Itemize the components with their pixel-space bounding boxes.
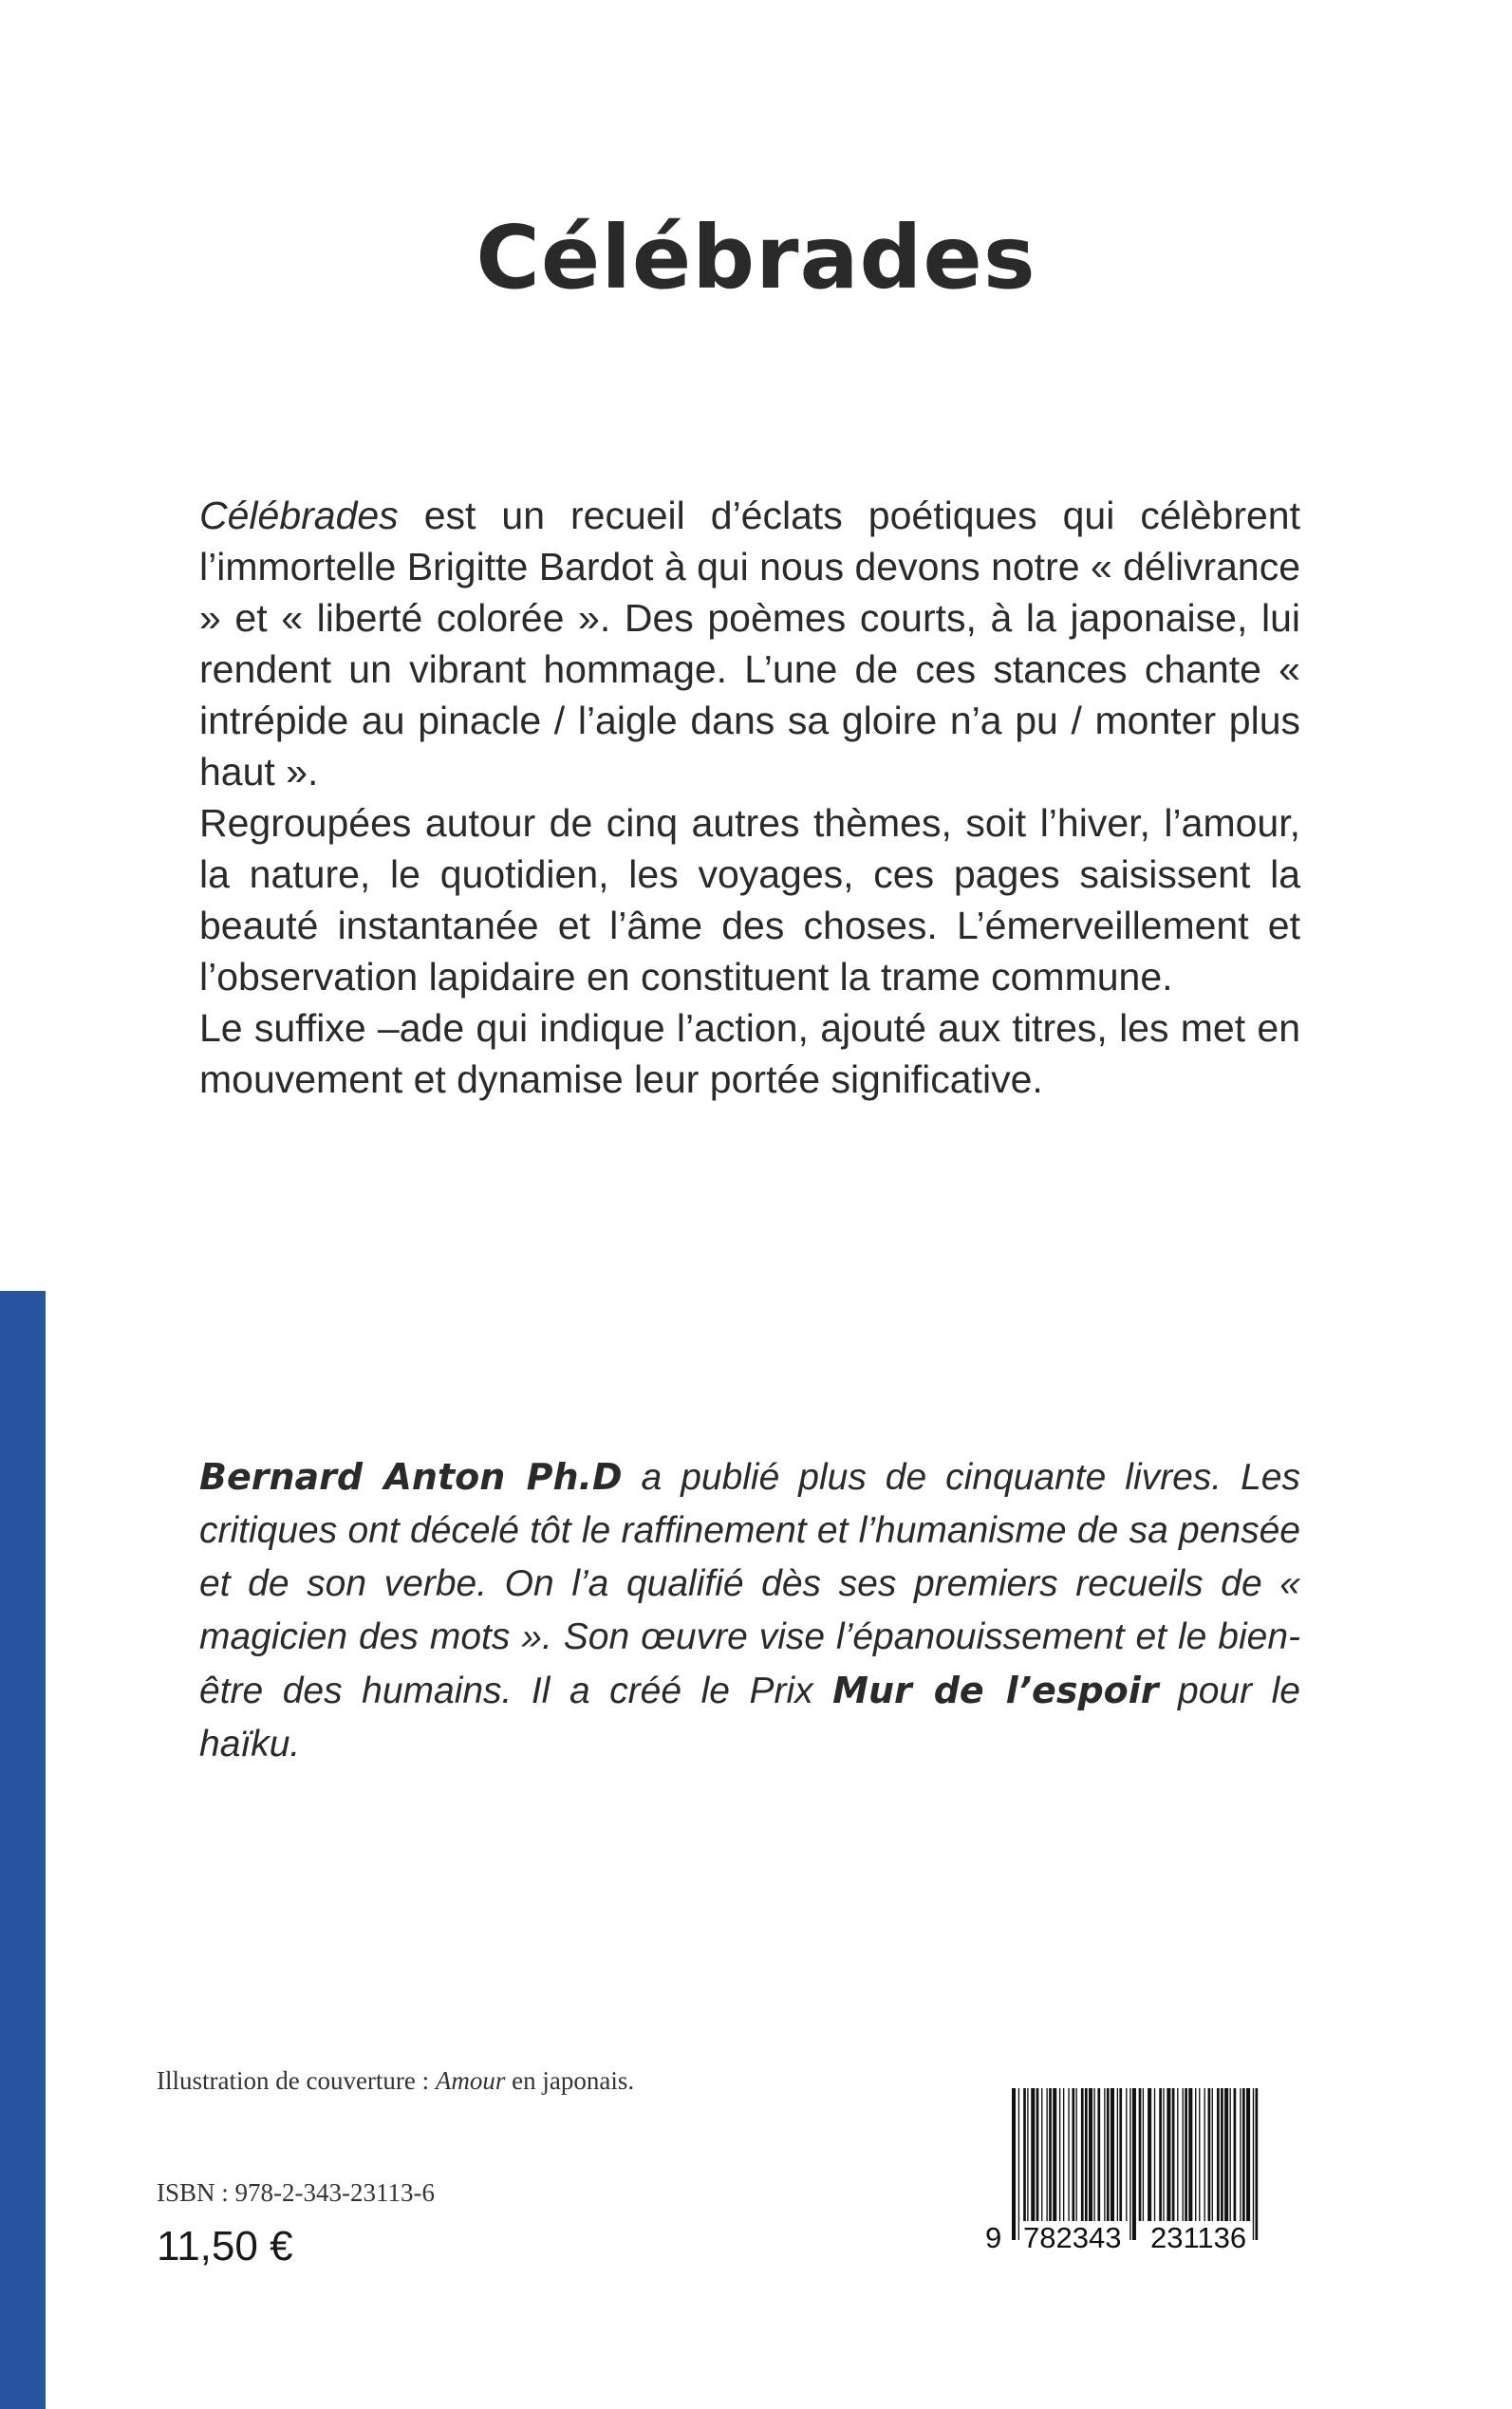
barcode-bar — [1208, 2088, 1211, 2221]
barcode-digits-right: 231136 — [1147, 2221, 1250, 2255]
barcode-bar — [1148, 2088, 1151, 2221]
barcode-bar — [1076, 2088, 1077, 2221]
price: 11,50 € — [157, 2223, 293, 2269]
author-name: Bernard Anton Ph.D — [199, 1456, 623, 1498]
barcode-bar — [1199, 2088, 1200, 2221]
barcode-bar — [1253, 2088, 1254, 2240]
author-bio — [199, 1450, 1300, 1771]
barcode-bar — [1012, 2088, 1016, 2240]
barcode-bar — [1167, 2088, 1170, 2221]
blurb-paragraph-1-text: est un recueil d’éclats poétiques qui célèbrent l’immortelle Brigitte Bardot à qui nous devons notre « délivrance » et « liberté colorée ». Des poèmes courts, à la japonaise, lui rendent un vibrant hommage. L’une de ces stances chante « intrépide au pinacle / l’aigle dans sa gloire n’a pu / monter plus haut ». — [199, 494, 1300, 794]
barcode-bar — [1212, 2088, 1213, 2221]
barcode-bar — [1111, 2088, 1114, 2221]
barcode-bar — [1053, 2088, 1056, 2221]
barcode-bar — [1234, 2088, 1237, 2221]
barcode-bar — [1081, 2088, 1084, 2221]
barcode-bar — [1093, 2088, 1094, 2221]
barcode-bar — [1154, 2088, 1155, 2221]
barcode-bar — [1031, 2088, 1035, 2221]
barcode-bar — [1139, 2088, 1142, 2221]
barcode-bar — [1126, 2088, 1127, 2221]
barcode-bar — [1068, 2088, 1069, 2221]
barcode-bar — [1097, 2088, 1100, 2221]
blurb-title-italic: Célébrades — [199, 494, 399, 537]
barcode-bar — [1185, 2088, 1187, 2221]
credit-label: Illustration de couverture : — [157, 2066, 436, 2095]
book-title: Célébrades — [476, 207, 1036, 308]
barcode-bar — [1132, 2088, 1136, 2240]
barcode-bar — [1217, 2088, 1220, 2221]
barcode-digit-first: 9 — [985, 2221, 1002, 2254]
barcode-bar — [1036, 2088, 1039, 2221]
blurb-paragraph-2: Regroupées autour de cinq autres thèmes, soit l’hiver, l’amour, la nature, le quotidien, les voyages, ces pages saisissent la beauté instantanée et l’âme des choses. L’émerveillement et l’observation lapidaire en constituent la trame commune. — [199, 801, 1300, 999]
barcode-bar — [1204, 2088, 1205, 2221]
barcode-bar — [1063, 2088, 1064, 2221]
barcode-bar — [1246, 2088, 1250, 2221]
blurb-paragraph-3: Le suffixe –ade qui indique l’action, ajouté aux titres, les met en mouvement et dynamise leur portée significative. — [199, 1006, 1300, 1101]
barcode-bar — [1129, 2088, 1130, 2240]
blue-side-bar — [0, 1291, 46, 2409]
barcode-bar — [1023, 2088, 1026, 2221]
credit-rest: en japonais. — [505, 2066, 635, 2095]
barcode-bar — [1018, 2088, 1019, 2240]
barcode-bar — [1159, 2088, 1162, 2221]
barcode-bar — [1195, 2088, 1196, 2221]
author-bio-text-1: a publié plus de cinquante livres. Les critiques ont décelé tôt le raffinement et l’humanisme de sa pensée et de son verbe. On l’a qualifié dès ses premiers recueils de « magicien des mots ». Son œuvre vise l’épanouissement et le bien-être des humains. Il a créé le Prix — [199, 1457, 1300, 1711]
barcode-bar — [1224, 2088, 1228, 2221]
barcode-bar — [1107, 2088, 1110, 2221]
barcode-bar — [1041, 2088, 1042, 2221]
isbn-text: ISBN : 978-2-343-23113-6 — [157, 2178, 435, 2207]
barcode-bar — [1104, 2088, 1105, 2221]
barcode-bar — [1256, 2088, 1259, 2240]
prize-name: Mur de l’espoir — [832, 1670, 1159, 1711]
barcode-bar — [1172, 2088, 1175, 2221]
barcode-bar — [1177, 2088, 1178, 2221]
barcode-bar — [1183, 2088, 1184, 2221]
barcode-bar — [1027, 2088, 1028, 2221]
barcode-bar — [1163, 2088, 1164, 2221]
cover-illustration-credit — [157, 2066, 634, 2096]
barcode-bar — [1117, 2088, 1118, 2221]
barcode-bar — [1188, 2088, 1192, 2221]
credit-italic: Amour — [435, 2066, 506, 2095]
blurb-paragraph-1 — [199, 490, 1300, 797]
barcode-bar — [1049, 2088, 1052, 2221]
barcode-bar — [1046, 2088, 1047, 2221]
book-blurb — [199, 490, 1300, 1105]
barcode-bar — [1240, 2088, 1241, 2221]
author-bio-text-2: pour le haïku. — [199, 1671, 1300, 1765]
barcode-bar — [1221, 2088, 1223, 2221]
barcode-bar — [1143, 2088, 1144, 2221]
barcode — [985, 2086, 1270, 2267]
barcode-bar — [1242, 2088, 1245, 2221]
barcode-bar — [1089, 2088, 1092, 2221]
barcode-bar — [1230, 2088, 1231, 2221]
barcode-bar — [1059, 2088, 1060, 2221]
barcode-bar — [1085, 2088, 1088, 2221]
barcode-bar — [1072, 2088, 1074, 2221]
barcode-bar — [1119, 2088, 1122, 2221]
barcode-digits-left: 782343 — [1019, 2221, 1125, 2255]
